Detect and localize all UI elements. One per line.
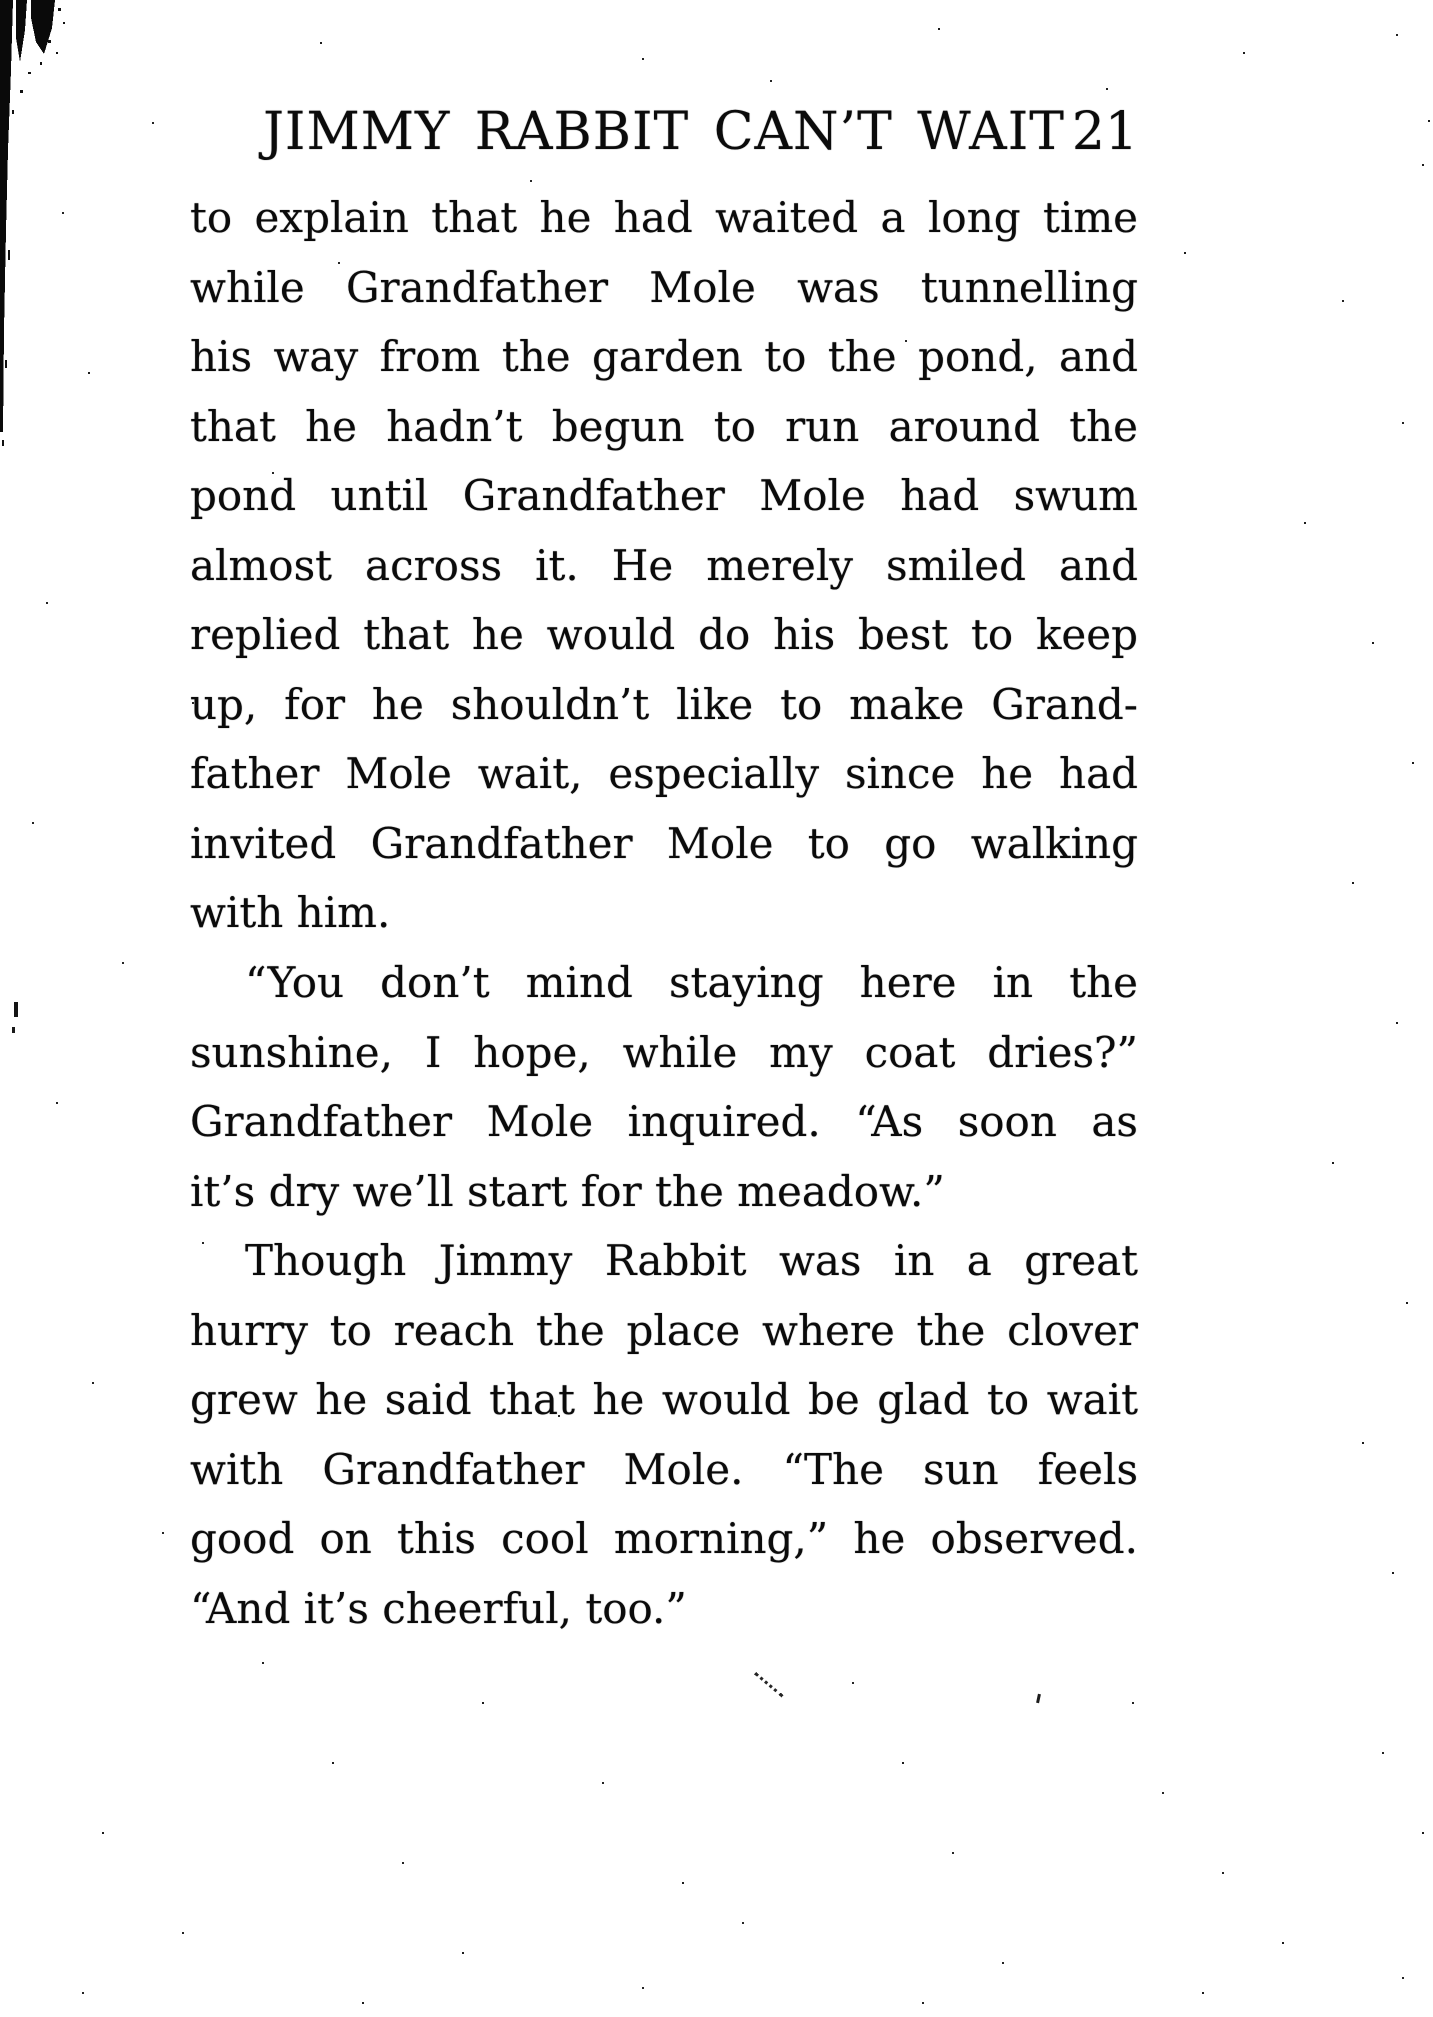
text-line: invited Grandfather Mole to go walking — [190, 818, 1138, 868]
scan-mark-left-margin-dot — [12, 1027, 15, 1033]
text-line: his way from the garden to the pond, and — [190, 332, 1138, 382]
text-line: up, for he shouldn’t like to make Grand- — [190, 679, 1138, 729]
running-head — [190, 103, 1138, 161]
text-line: father Mole wait, especially since he had — [190, 749, 1138, 799]
text-line: Grandfather Mole inquired. “As soon as — [190, 1097, 1138, 1147]
running-head-title: JIMMY RABBIT CAN’T WAIT — [263, 102, 1065, 162]
text-line: hurry to reach the place where the clover — [190, 1305, 1138, 1355]
text-line: Though Jimmy Rabbit was in a great — [245, 1236, 1138, 1286]
text-line: “You don’t mind staying here in the — [245, 958, 1138, 1008]
noise-speckles — [0, 0, 2, 2]
text-line: “And it’s cheerful, too.” — [190, 1583, 687, 1633]
text-line: with Grandfather Mole. “The sun feels — [190, 1444, 1138, 1494]
text-line: almost across it. He merely smiled and — [190, 540, 1138, 590]
page-number: 21 — [1071, 102, 1138, 162]
scan-scratch-diagonal — [754, 1672, 784, 1697]
text-line: pond until Grandfather Mole had swum — [190, 471, 1138, 521]
body-text — [190, 183, 1138, 1643]
scan-tick-mark — [1036, 1694, 1041, 1703]
text-line: while Grandfather Mole was tunnelling — [190, 262, 1138, 312]
text-line: to explain that he had waited a long time — [190, 193, 1138, 242]
text-line: grew he said that he would be glad to wait — [190, 1375, 1138, 1425]
text-line: that he hadn’t begun to run around the — [190, 401, 1138, 451]
text-line: good on this cool morning,” he observed. — [190, 1514, 1138, 1564]
scan-mark-left-margin — [14, 1002, 18, 1017]
text-line: it’s dry we’ll start for the meadow.” — [190, 1166, 945, 1216]
text-line: replied that he would do his best to keep — [190, 610, 1138, 660]
text-line: with him. — [190, 888, 391, 938]
text-line: sunshine, I hope, while my coat dries?” — [190, 1027, 1138, 1077]
scan-artifact-topleft-icon — [0, 0, 80, 450]
